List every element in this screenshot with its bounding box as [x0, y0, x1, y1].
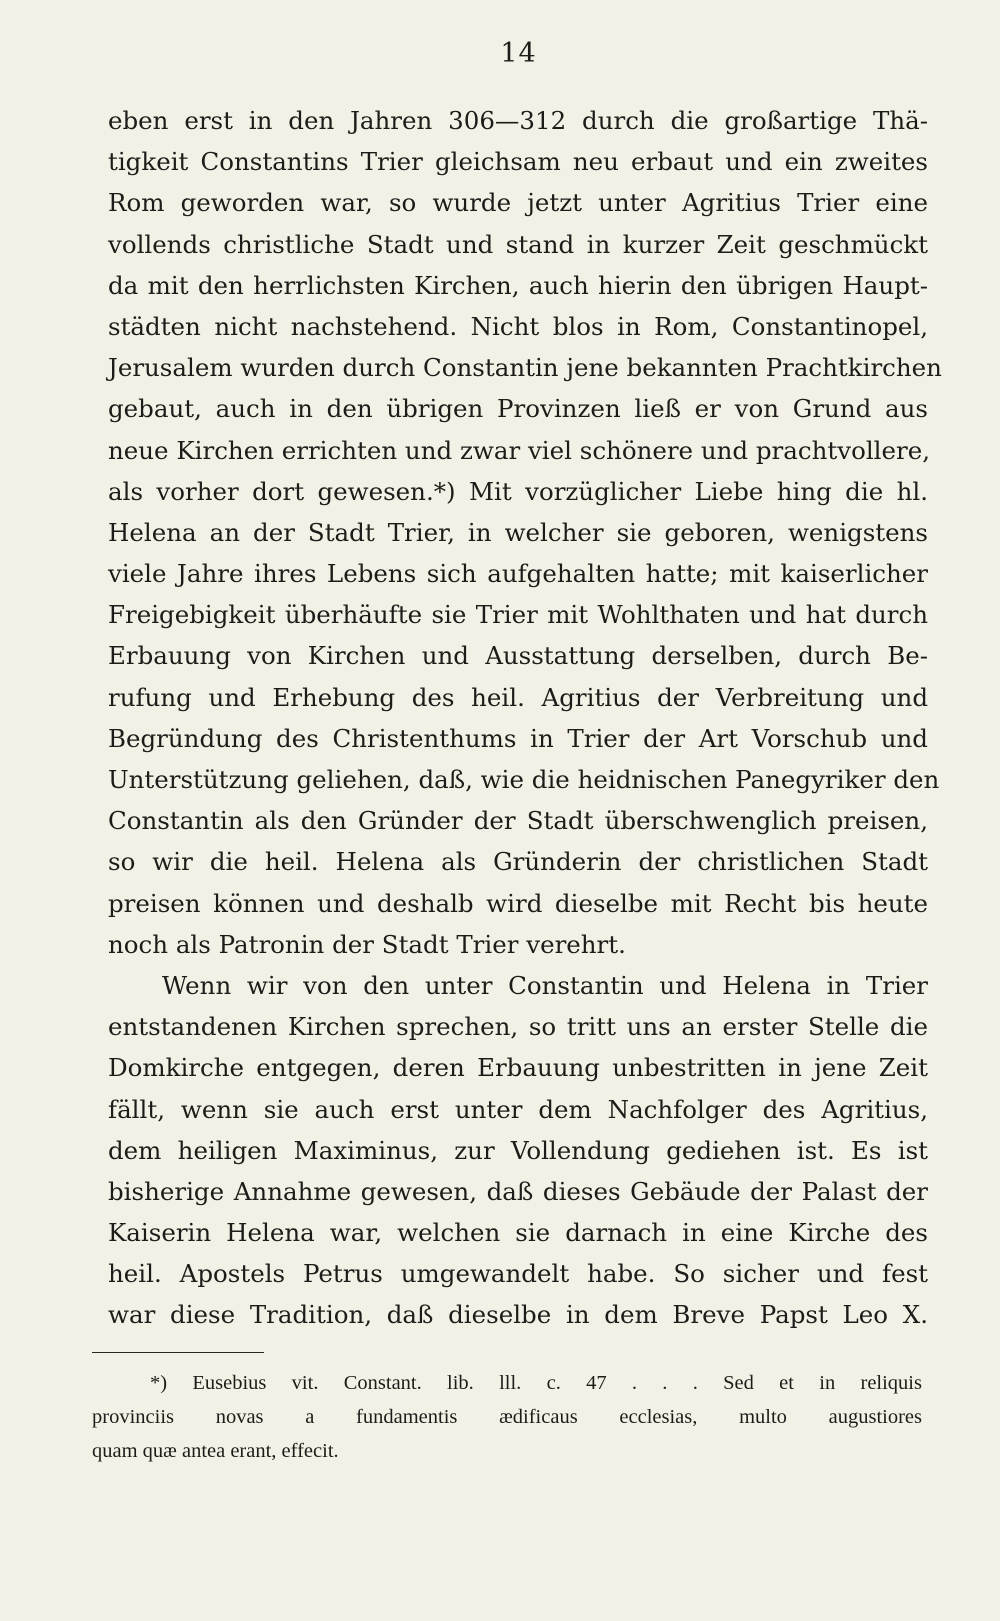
text-line: preisen können und deshalb wird dieselbe mit Recht bis heute — [108, 888, 928, 918]
text-line: gebaut, auch in den übrigen Provinzen ließ er von Grund aus — [108, 394, 928, 424]
text-line: Domkirche entgegen, deren Erbauung unbestritten in jene Zeit — [108, 1053, 928, 1083]
text-line: bisherige Annahme gewesen, daß dieses Gebäude der Palast der — [108, 1176, 928, 1206]
text-line: neue Kirchen errichten und zwar viel schönere und prachtvollere, — [108, 435, 930, 465]
text-line: städten nicht nachstehend. Nicht blos in Rom, Constantinopel, — [108, 311, 928, 341]
text-line: so wir die heil. Helena als Gründerin der christlichen Stadt — [108, 847, 928, 877]
text-line: Jerusalem wurden durch Constantin jene bekannten Prachtkirchen — [108, 353, 942, 383]
text-line: Helena an der Stadt Trier, in welcher sie geboren, wenigstens — [108, 517, 928, 547]
text-line: entstandenen Kirchen sprechen, so tritt uns an erster Stelle die — [108, 1012, 928, 1042]
text-line: Wenn wir von den unter Constantin und Helena in Trier — [162, 970, 928, 1000]
text-line: viele Jahre ihres Lebens sich aufgehalten hatte; mit kaiserlicher — [108, 559, 928, 589]
text-line: dem heiligen Maximinus, zur Vollendung gediehen ist. Es ist — [108, 1135, 928, 1165]
footnote-line: provinciis novas a fundamentis ædificaus ecclesias, multo augustiores — [92, 1406, 922, 1428]
footnote-line: quam quæ antea erant, effecit. — [92, 1440, 339, 1462]
text-line: da mit den herrlichsten Kirchen, auch hierin den übrigen Haupt- — [108, 270, 928, 300]
paragraph-1 — [108, 100, 942, 965]
text-line: noch als Patronin der Stadt Trier verehrt. — [108, 929, 626, 959]
page-number: 14 — [500, 38, 537, 69]
text-line: Erbauung von Kirchen und Ausstattung derselben, durch Be- — [108, 641, 928, 671]
text-line: Rom geworden war, so wurde jetzt unter Agritius Trier eine — [108, 188, 928, 218]
footnote-divider — [92, 1352, 264, 1353]
text-line: war diese Tradition, daß dieselbe in dem Breve Papst Leo X. — [108, 1300, 928, 1330]
text-line: eben erst in den Jahren 306—312 durch die großartige Thä- — [108, 106, 928, 135]
text-line: rufung und Erhebung des heil. Agritius der Verbreitung und — [108, 682, 928, 712]
body-text — [108, 100, 942, 1336]
paragraph-2 — [108, 965, 928, 1336]
text-line: Constantin als den Gründer der Stadt überschwenglich preisen, — [108, 806, 928, 836]
text-line: tigkeit Constantins Trier gleichsam neu erbaut und ein zweites — [108, 147, 928, 177]
text-line: heil. Apostels Petrus umgewandelt habe. So sicher und fest — [108, 1259, 928, 1289]
text-line: fällt, wenn sie auch erst unter dem Nachfolger des Agritius, — [108, 1094, 928, 1124]
footnote-line: *) Eusebius vit. Constant. lib. lll. c. 47 . . . Sed et in reliquis — [150, 1372, 922, 1394]
text-line: Freigebigkeit überhäufte sie Trier mit Wohlthaten und hat durch — [108, 600, 928, 630]
text-line: Kaiserin Helena war, welchen sie darnach in eine Kirche des — [108, 1218, 928, 1248]
text-line: Unterstützung geliehen, daß, wie die heidnischen Panegyriker den — [108, 765, 940, 794]
text-line: Begründung des Christenthums in Trier der Art Vorschub und — [108, 723, 928, 753]
footnote — [92, 1366, 922, 1468]
text-line: als vorher dort gewesen.*) Mit vorzüglicher Liebe hing die hl. — [108, 476, 928, 506]
text-line: vollends christliche Stadt und stand in kurzer Zeit geschmückt — [108, 229, 928, 259]
